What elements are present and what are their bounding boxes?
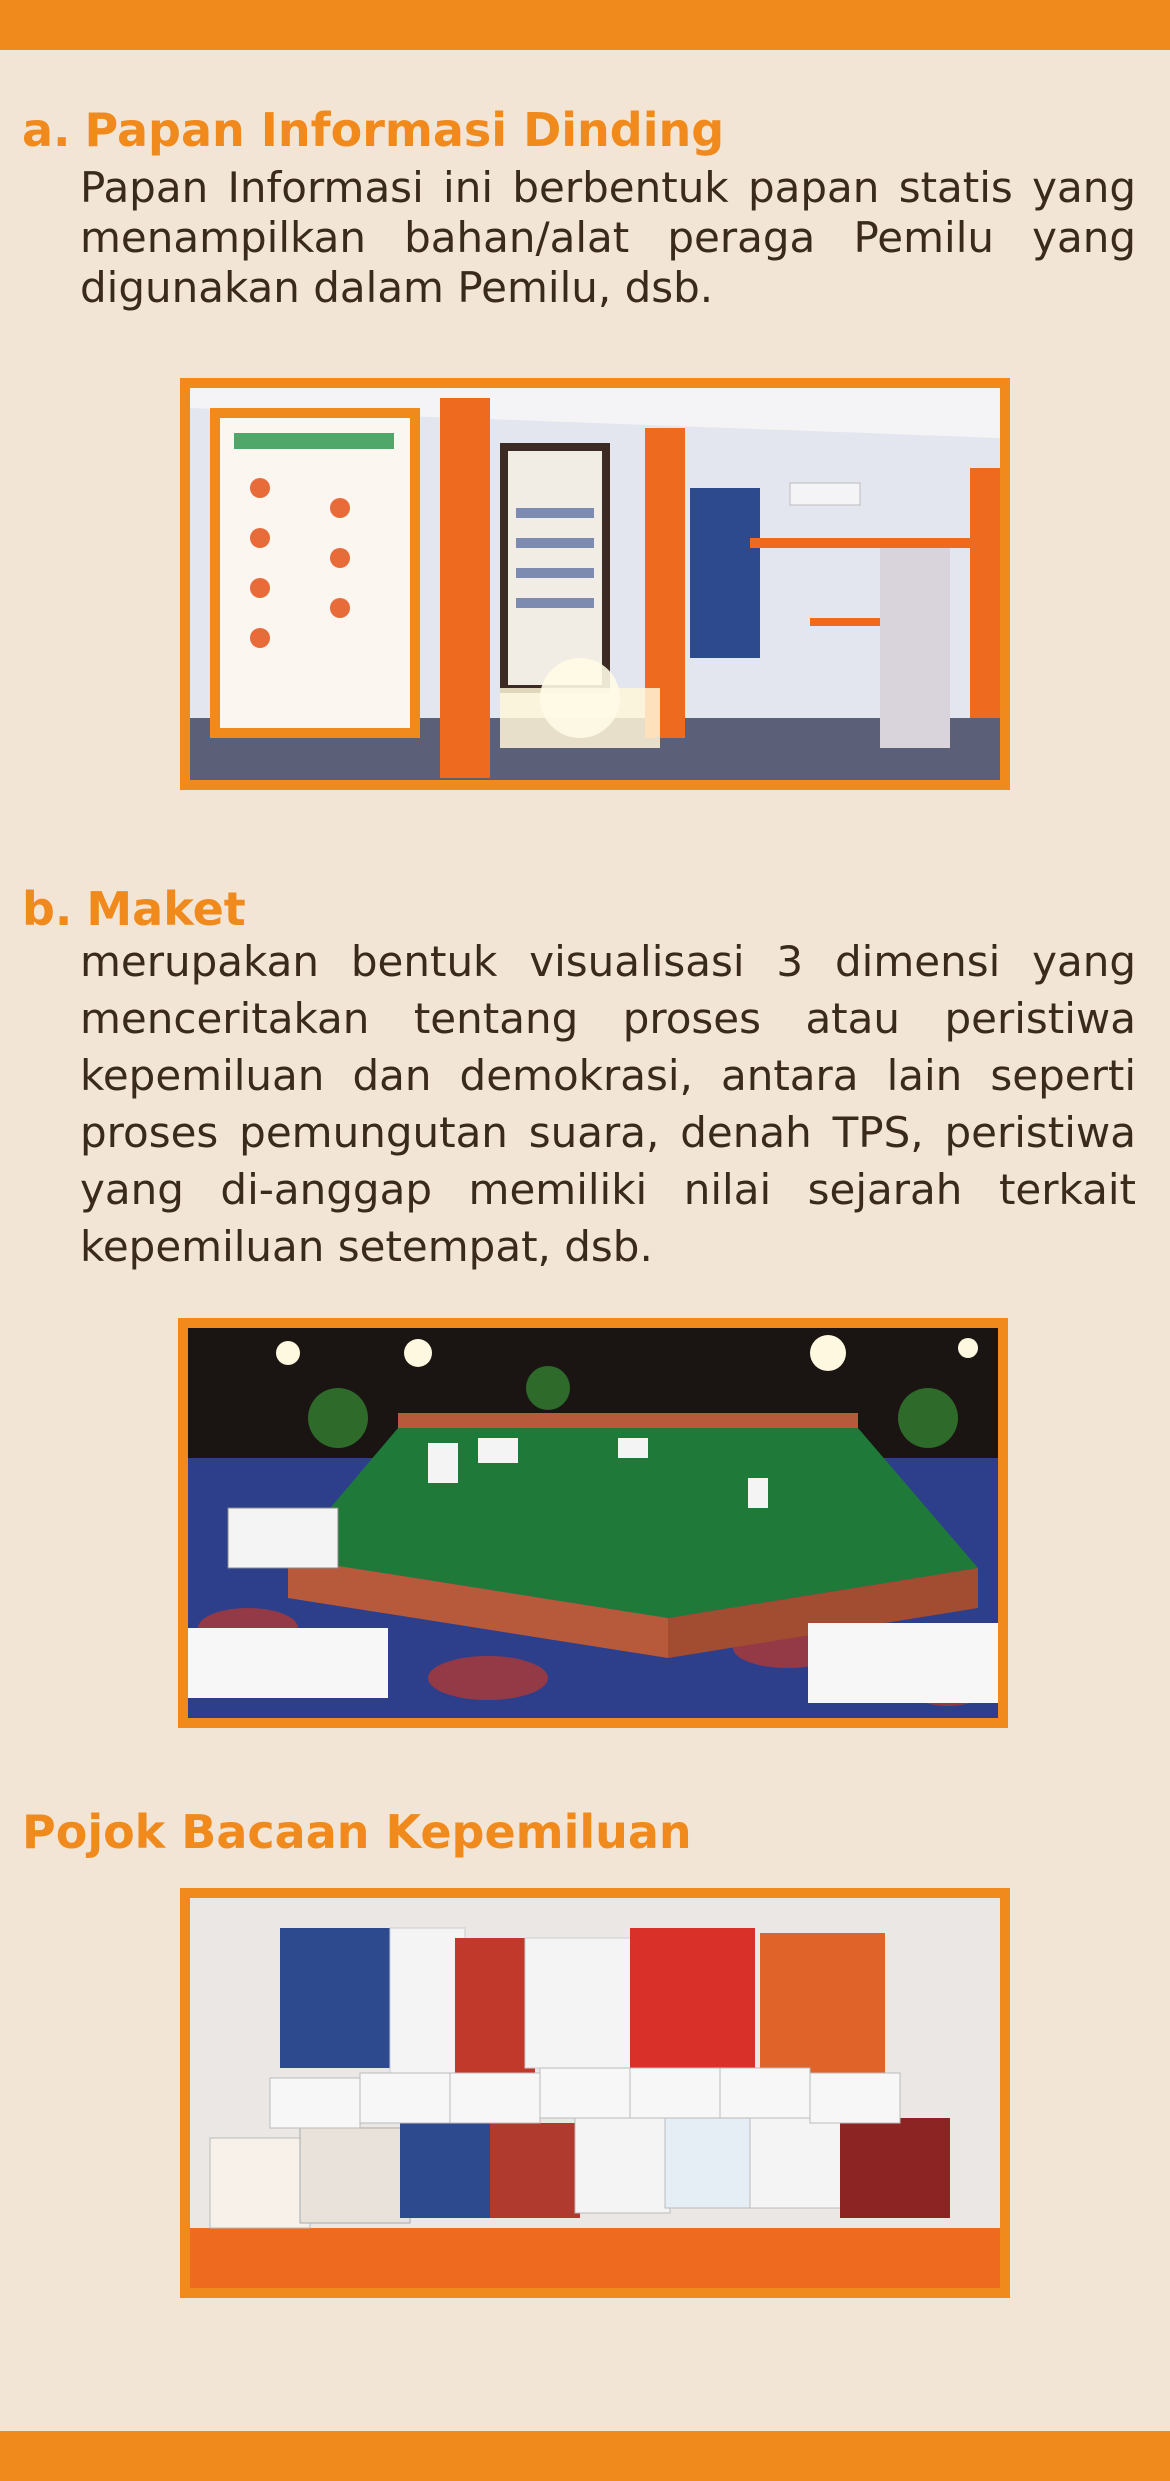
section-b-title: Maket [86,882,246,936]
election-reading-corner-photo [180,1888,1010,2298]
section-c-heading [22,1804,692,1860]
section-a-heading [22,102,724,158]
section-a-title: Papan Informasi Dinding [84,103,725,157]
section-b-marker: b. [22,882,73,936]
top-accent-bar [0,0,1170,50]
section-a-marker: a. [22,103,71,157]
section-b-heading [22,881,246,937]
section-a-body: Papan Informasi ini berbentuk papan statis yang menampilkan bahan/alat peraga Pemilu yang digunakan dalam Pemilu, dsb. [80,163,1136,312]
bottom-accent-bar [0,2431,1170,2481]
wall-information-board-photo [180,378,1010,790]
section-b-body: merupakan bentuk visualisasi 3 dimensi yang menceritakan tentang proses atau peristiwa kepemiluan dan demokrasi, antara lain seperti proses pemungutan suara, denah TPS, peristiwa yang di-anggap memiliki nilai sejarah terkait kepemiluan setempat, dsb. [80,937,1136,1271]
polling-station-model-photo [178,1318,1008,1728]
section-c-title: Pojok Bacaan Kepemiluan [22,1805,692,1859]
